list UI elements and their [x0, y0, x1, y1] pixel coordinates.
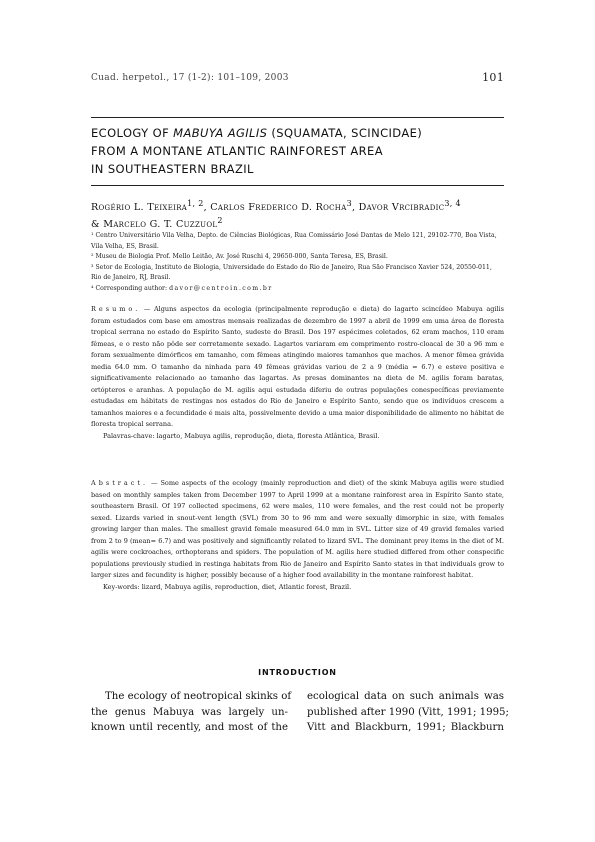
- title-line-3: IN SOUTHEASTERN BRAZIL: [91, 162, 254, 176]
- title-top-rule: [91, 117, 504, 118]
- affiliation-1: ¹ Centro Universitário Vila Velha, Depto. de Ciências Biológicas, Rua Comissário José Dantas de Melo 121, 29102-770, Boa Vista, Vila Velha, ES, Brasil.: [91, 232, 497, 250]
- intro-left-line-2: the genus Mabuya was largely un-: [91, 706, 288, 718]
- title-species: MABUYA AGILIS: [173, 126, 268, 140]
- article-title: [91, 124, 504, 178]
- author-3: Davor Vrcibradic: [358, 202, 445, 214]
- intro-right-line-3: Vitt and Blackburn, 1991; Blackburn: [307, 722, 504, 733]
- page-number: 101: [482, 71, 504, 84]
- abstract-keywords: Key-words: lizard, Mabuya agilis, reproduction, diet, Atlantic forest, Brazil.: [103, 582, 352, 591]
- journal-citation: Cuad. herpetol., 17 (1-2): 101–109, 2003: [91, 73, 289, 83]
- intro-right-line-1: ecological data on such animals was: [307, 691, 504, 702]
- resumo-heading: Resumo.: [91, 305, 141, 313]
- author-4: & Marcelo G. T. Cuzzuol: [91, 219, 218, 231]
- abstract-heading: Abstract.: [91, 479, 149, 487]
- author-1: Rogério L. Teixeira: [91, 202, 188, 214]
- author-2: Carlos Frederico D. Rocha: [210, 202, 347, 214]
- running-header: [91, 73, 504, 89]
- intro-left-line-3: known until recently, and most of the: [91, 722, 288, 733]
- resumo-block: [91, 304, 504, 442]
- abstract-block: [91, 478, 504, 593]
- intro-left-line-1: The ecology of neotropical skinks of: [105, 691, 292, 702]
- author-list: Rogério L. Teixeira$^{1, 2}$, Carlos Frederico D. Rocha$^3$, Davor Vrcibradic$^{3, 4}$ & Marcelo G. T. Cuzzuol$^2$: [91, 199, 461, 231]
- affiliation-2: ² Museu de Biologia Prof. Mello Leitão, Av. José Ruschi 4, 29650-000, Santa Teresa, ES, Brasil.: [91, 253, 388, 261]
- author-email[interactable]: davor@centroin.com.br: [169, 284, 273, 292]
- introduction-heading: INTRODUCTION: [258, 668, 337, 677]
- affiliation-4: ⁴ Corresponding author: davor@centroin.com.br: [91, 284, 273, 292]
- title-bottom-rule: [91, 185, 504, 186]
- resumo-keywords: Palavras-chave: lagarto, Mabuya agilis, reprodução, dieta, floresta Atlântica, Brasil.: [103, 431, 380, 440]
- resumo-text: — Alguns aspectos da ecologia (principalmente reprodução e dieta) do lagarto scincídeo Mabuya agilis foram estudados com base em amostras mensais realizadas de dezembro de 1997 a abril de 1999 em uma área de floresta tropical serrana no estado do Espírito Santo, sudeste do Brasil. Dos 197 espécimes coletados, 62 eram machos, 110 eram fêmeas, e o resto não pôde ser corretamente sexado. Lagartos variaram em comprimento rostro-cloacal de 30 a 96 mm e foram sexualmente dimórficos em tamanho, com fêmeas atingindo maiores tamanhos que machos. A menor fêmea grávida media 64.0 mm. O tamanho da ninhada para 49 fêmeas grávidas variou de 2 a 9 (média = 6.7) e esteve positiva e significativamente relacionado ao tamanho das lagartas. As presas dominantes na dieta de M. agilis foram baratas, ortópteros e aranhas. A população de M. agilis aqui estudada diferiu de outras populações conespecíficas previamente estudadas em hábitats de restingas nos estados do Rio de Janeiro e Espírito Santo, sendo que os indivíduos crescem a tamanhos maiores e a fecundidade é mais alta, possivelmente devido a uma maior disponibilidade de alimento no hábitat de floresta tropical serrana.: [91, 305, 504, 428]
- abstract-text: — Some aspects of the ecology (mainly reproduction and diet) of the skink Mabuya agilis were studied based on monthly samples taken from December 1997 to April 1999 at a montane rainforest area in Espírito Santo state, southeastern Brasil. Of 197 collected specimens, 62 were males, 110 were females, and the rest could not be properly sexed. Lizards varied in snout-vent length (SVL) from 30 to 96 mm and were sexually dimorphic in size, with females growing larger than males. The smallest gravid female measured 64.0 mm in SVL. Litter size of 49 gravid females varied from 2 to 9 (mean= 6.7) and was positively and significantly related to lizard SVL. The dominant prey items in the diet of M. agilis were cockroaches, orthopterans and spiders. The population of M. agilis here studied differed from other conspecific populations previously studied in restinga habitats from Rio de Janeiro and Espírito Santo states in that individuals grow to larger sizes and fecundity is higher, possibly because of a higher food availability in the montane rainforest habitat.: [91, 479, 504, 579]
- intro-right-line-2: published after 1990 (Vitt, 1991; 1995;: [307, 706, 509, 718]
- affiliations: [91, 231, 504, 295]
- intro-right-column: [307, 689, 509, 736]
- title-line-1: ECOLOGY OF MABUYA AGILIS (SQUAMATA, SCINCIDAE): [91, 126, 423, 140]
- affiliation-3: ³ Setor de Ecologia, Instituto de Biologia, Universidade do Estado do Rio de Janeiro, Rua São Francisco Xavier 524, 20550-011, Rio de Janeiro, RJ, Brasil.: [91, 263, 492, 282]
- title-line-2: FROM A MONTANE ATLANTIC RAINFOREST AREA: [91, 144, 383, 158]
- intro-left-column: [91, 689, 292, 736]
